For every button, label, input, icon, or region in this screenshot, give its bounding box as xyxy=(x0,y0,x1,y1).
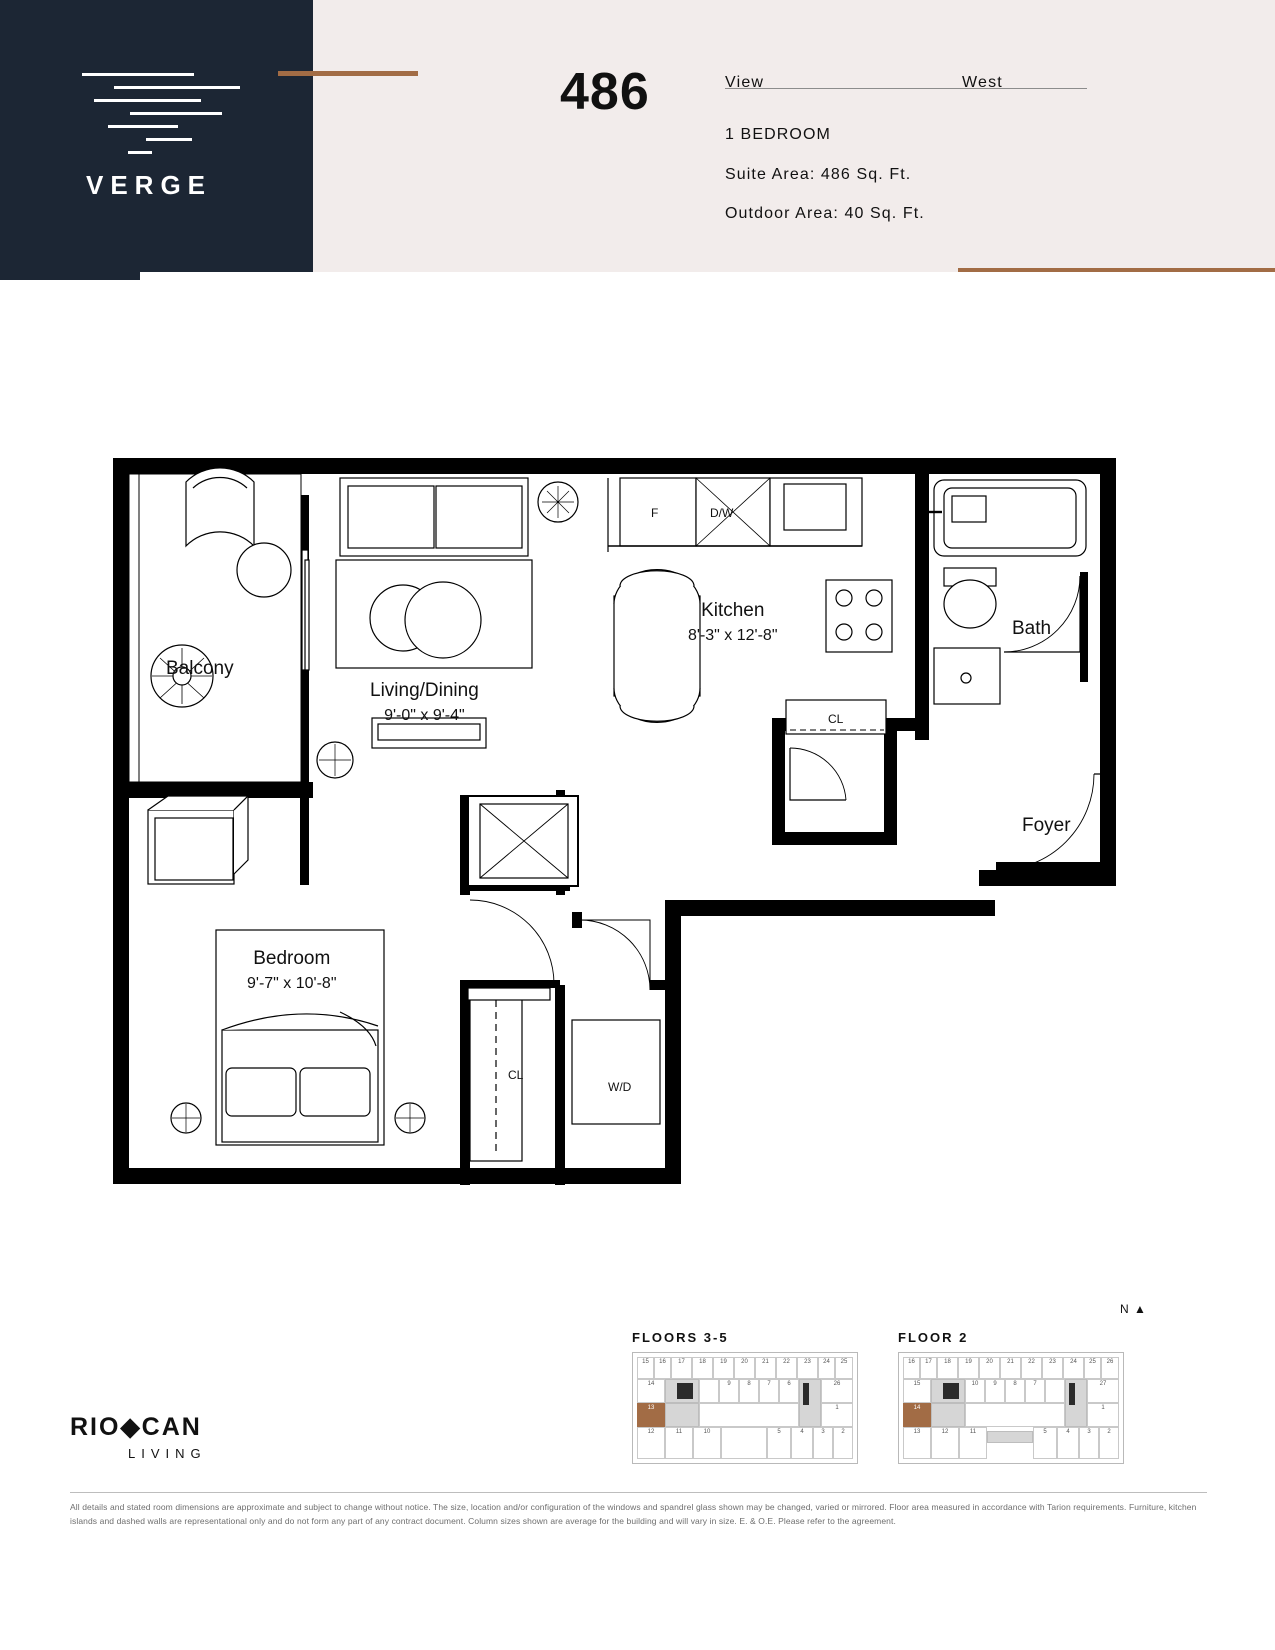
keyplan-b-highlight: 14 xyxy=(903,1403,931,1427)
bathroom-fixtures xyxy=(928,480,1088,704)
outdoor-area: Outdoor Area: 40 Sq. Ft. xyxy=(725,205,925,222)
suite-area: Suite Area: 486 Sq. Ft. xyxy=(725,166,912,183)
north-indicator: N ▲ xyxy=(1120,1302,1147,1316)
bedroom-type: 1 BEDROOM xyxy=(725,126,831,143)
room-label-balcony: Balcony xyxy=(166,658,234,679)
room-label-living: Living/Dining 9'-0" x 9'-4" xyxy=(370,680,479,724)
verge-logo-mark xyxy=(68,60,258,165)
brand-panel-foot xyxy=(0,272,140,280)
riocan-logo xyxy=(70,1412,207,1461)
room-dim-living: 9'-0" x 9'-4" xyxy=(384,707,465,724)
keyplan-b-title: FLOOR 2 xyxy=(898,1330,969,1345)
verge-logo-text: VERGE xyxy=(86,170,213,200)
closet-label-bedroom: CL xyxy=(508,1068,524,1082)
footer-divider xyxy=(70,1492,1207,1493)
closet-label-kitchen: CL xyxy=(828,712,844,726)
verge-logo xyxy=(58,60,258,200)
keyplan-a-title: FLOORS 3-5 xyxy=(632,1330,729,1345)
service-shafts xyxy=(468,796,578,886)
unit-number: 486 xyxy=(560,63,650,121)
balcony-area xyxy=(129,468,301,782)
view-label: View xyxy=(725,74,765,91)
view-value: West xyxy=(962,74,1003,91)
balcony-door xyxy=(302,550,309,670)
room-label-bedroom: Bedroom 9'-7" x 10'-8" xyxy=(247,948,337,992)
room-dim-kitchen: 8'-3" x 12'-8" xyxy=(688,627,778,644)
room-label-bath: Bath xyxy=(1012,618,1052,639)
room-label-kitchen: Kitchen 8'-3" x 12'-8" xyxy=(688,600,778,644)
page-header xyxy=(0,0,1275,280)
accent-line-right xyxy=(958,268,1275,272)
accent-line-left xyxy=(278,71,418,76)
keyplan-b: 16 17 18 19 20 21 22 23 24 25 26 15 10 9 8 7 27 14 1 13 12 11 5 4 3 2 xyxy=(898,1352,1124,1464)
keyplan-a: 15 16 17 18 19 20 21 22 23 24 25 14 9 8 7 6 26 13 1 12 11 10 5 4 3 2 xyxy=(632,1352,858,1464)
appliance-label-fridge: F xyxy=(651,506,659,520)
floor-plan-drawing xyxy=(0,400,1275,1280)
dining-table xyxy=(614,570,700,723)
disclaimer-text: All details and stated room dimensions are approximate and subject to change without notice. The size, location and/or configuration of the windows and spandrel glass shown may be changed, varied or mirrored. Floor area measured in accordance with Tarion requirements. Furniture, kitchen islands and dashed walls are representational only and do not form any part of any contract document. Column sizes shown are average for the building and will vary in size. E. & O.E. Please refer to the agreement. xyxy=(70,1502,1197,1527)
keyplan-a-highlight: 13 xyxy=(637,1403,665,1427)
floor-plan xyxy=(0,400,1275,1280)
view-row xyxy=(725,74,1087,89)
room-label-foyer: Foyer xyxy=(1022,815,1071,836)
riocan-logo-main: RIO◆CAN xyxy=(70,1413,202,1441)
appliance-label-dishwasher: D/W xyxy=(710,506,734,520)
riocan-logo-sub: LIVING xyxy=(128,1446,207,1461)
appliance-label-washer-dryer: W/D xyxy=(608,1080,632,1094)
room-dim-bedroom: 9'-7" x 10'-8" xyxy=(247,975,337,992)
